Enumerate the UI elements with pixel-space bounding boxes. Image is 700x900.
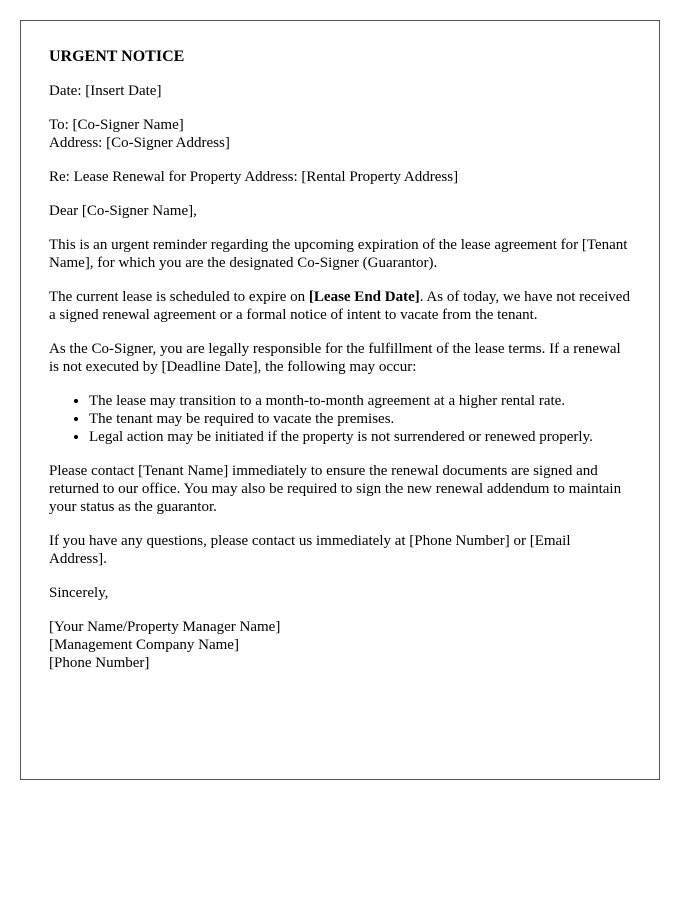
to-line: To: [Co-Signer Name] [49, 117, 184, 133]
list-item: • The tenant may be required to vacate the premises. [89, 410, 631, 428]
paragraph-1: This is an urgent reminder regarding the upcoming expiration of the lease agreement for [Tenant Name], for which you are the designated Co-Signer (Guarantor). [49, 237, 628, 271]
signature-company: [Management Company Name] [49, 637, 239, 653]
lease-end-date: [Lease End Date] [308, 289, 420, 305]
paragraph-2-end: . As of today, we have not received a signed renewal agreement or a formal notice of intent to vacate from the tenant. [49, 289, 630, 323]
letter-page [20, 20, 660, 780]
consequence-list [49, 392, 631, 446]
address-line: Address: [Co-Signer Address] [49, 135, 230, 151]
signature-name: [Your Name/Property Manager Name] [49, 619, 281, 635]
paragraph-2-start: The current lease is scheduled to expire on [49, 289, 309, 305]
date-line: Date: [Insert Date] [49, 83, 162, 99]
closing: Sincerely, [49, 585, 109, 601]
paragraph-2 [49, 288, 631, 324]
paragraph-3: As the Co-Signer, you are legally responsible for the fulfillment of the lease terms. If a renewal is not executed by [Deadline Date], the following may occur: [49, 341, 621, 375]
notice-title: URGENT NOTICE [49, 48, 185, 65]
signature-block [49, 618, 631, 672]
recipient-block [49, 116, 631, 152]
paragraph-5: If you have any questions, please contact us immediately at [Phone Number] or [Email Address]. [49, 533, 571, 567]
signature-phone: [Phone Number] [49, 655, 150, 671]
list-item: • Legal action may be initiated if the property is not surrendered or renewed properly. [89, 428, 631, 446]
re-line: Re: Lease Renewal for Property Address: [Rental Property Address] [49, 169, 459, 185]
list-item: • The lease may transition to a month-to-month agreement at a higher rental rate. [89, 392, 631, 410]
paragraph-4: Please contact [Tenant Name] immediately to ensure the renewal documents are signed and returned to our office. You may also be required to sign the new renewal addendum to maintain your status as the guarantor. [49, 463, 622, 515]
salutation: Dear [Co-Signer Name], [49, 203, 197, 219]
